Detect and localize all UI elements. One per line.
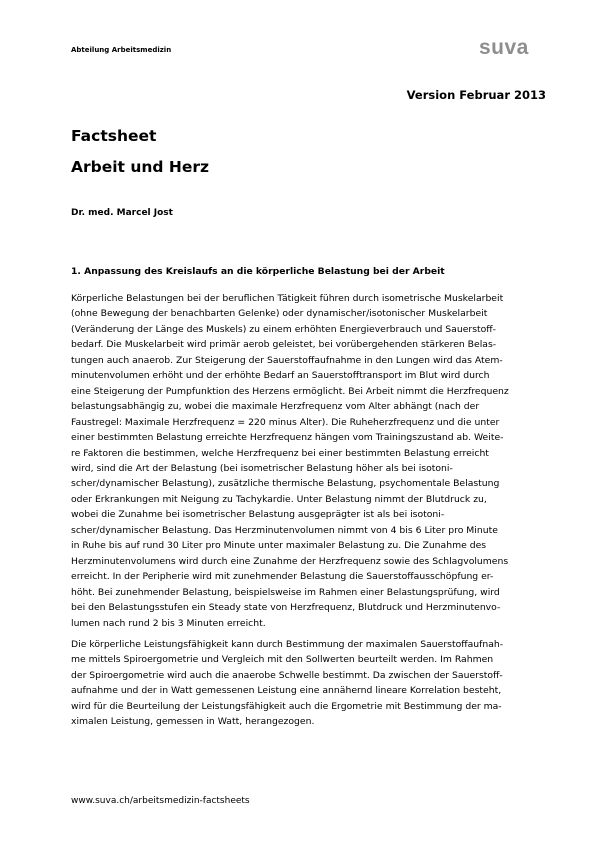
text-line: eine Steigerung der Pumpfunktion des Herzens ermöglicht. Bei Arbeit nimmt die Herzfrequenz (71, 385, 509, 397)
text-line: wird, sind die Art der Belastung (bei isometrischer Belastung höher als bei isotoni- (71, 462, 453, 474)
section-heading: 1. Anpassung des Kreislaufs an die körperliche Belastung bei der Arbeit (71, 266, 445, 277)
text-line: Die körperliche Leistungsfähigkeit kann durch Bestimmung der maximalen Sauerstoffaufnah- (71, 639, 504, 650)
text-line: me mittels Spiroergometrie und Vergleich mit den Sollwerten beurteilt werden. Im Rahmen (71, 654, 494, 666)
document-title-line2: Arbeit und Herz (71, 158, 210, 176)
text-line: ximalen Leistung, gemessen in Watt, herangezogen. (71, 716, 315, 728)
text-line: der Spiroergometrie wird auch die anaerobe Schwelle bestimmt. Da zwischen der Sauerstoff- (71, 669, 503, 681)
text-line: Körperliche Belastungen bei der beruflichen Tätigkeit führen durch isometrische Muskelarbeit (71, 293, 504, 304)
document-title-line1: Factsheet (71, 127, 157, 145)
text-line: re Faktoren die bestimmen, welche Herzfrequenz bei einer bestimmten Belastung erreicht (71, 447, 489, 459)
text-line: scher/dynamischer Belastung. Das Herzminutenvolumen nimmt von 4 bis 6 Liter pro Minute (71, 524, 498, 536)
text-line: (ohne Bewegung der benachbarten Gelenke) oder dynamischer/isotonischer Muskelarbeit (71, 308, 488, 320)
text-line: wird für die Beurteilung der Leistungsfähigkeit auch die Ergometrie mit Bestimmung der ma- (71, 700, 502, 712)
paragraph-1 (71, 291, 551, 631)
text-line: scher/dynamischer Belastung), zusätzliche thermische Belastung, psychomentale Belastung (71, 478, 500, 490)
text-line: erreicht. In der Peripherie wird mit zunehmender Belastung die Sauerstoffausschöpfung er- (71, 571, 494, 583)
department-label: Abteilung Arbeitsmedizin (71, 46, 172, 54)
paragraph-2 (71, 637, 551, 730)
text-line: wobei die Zunahme bei isometrischer Belastung ausgeprägter ist als bei isotoni- (71, 509, 445, 521)
text-line: minutenvolumen erhöht und der erhöhte Bedarf an Sauerstofftransport im Blut wird durch (71, 370, 490, 382)
text-line: bedarf. Die Muskelarbeit wird primär aerob geleistet, bei vorübergehenden stärkeren Belas- (71, 339, 497, 351)
text-line: in Ruhe bis auf rund 30 Liter pro Minute unter maximaler Belastung zu. Die Zunahme des (71, 540, 487, 552)
text-line: aufnahme und der in Watt gemessenen Leistung eine annähernd lineare Korrelation besteht, (71, 685, 502, 697)
text-line: tungen auch anaerob. Zur Steigerung der Sauerstoffaufnahme in den Lungen wird das Atem- (71, 354, 503, 366)
text-line: oder Erkrankungen mit Neigung zu Tachykardie. Unter Belastung nimmt der Blutdruck zu, (71, 493, 487, 505)
author-name: Dr. med. Marcel Jost (71, 208, 173, 218)
text-line: Herzminutenvolumens wird durch eine Zunahme der Herzfrequenz sowie des Schlagvolumens (71, 555, 509, 567)
text-line: bei den Belastungsstufen ein Steady state von Herzfrequenz, Blutdruck und Herzminutenvo- (71, 602, 501, 614)
text-line: einer bestimmten Belastung erreichte Herzfrequenz hängen vom Trainingszustand ab. Weite- (71, 432, 504, 444)
text-line: höht. Bei zunehmender Belastung, beispielsweise im Rahmen einer Belastungsprüfung, wird (71, 586, 500, 598)
footer-url[interactable]: www.suva.ch/arbeitsmedizin-factsheets (71, 796, 250, 806)
text-line: Faustregel: Maximale Herzfrequenz = 220 minus Alter). Die Ruheherzfrequenz und die unter (71, 416, 500, 428)
suva-logo: suva (479, 36, 529, 59)
text-line: (Veränderung der Länge des Muskels) zu einem erhöhten Energieverbrauch und Sauerstoff- (71, 323, 497, 335)
text-line: lumen nach rund 2 bis 3 Minuten erreicht. (71, 617, 266, 629)
version-label: Version Februar 2013 (406, 88, 546, 102)
text-line: belastungsabhängig zu, wobei die maximale Herzfrequenz vom Alter abhängt (nach der (71, 401, 480, 413)
